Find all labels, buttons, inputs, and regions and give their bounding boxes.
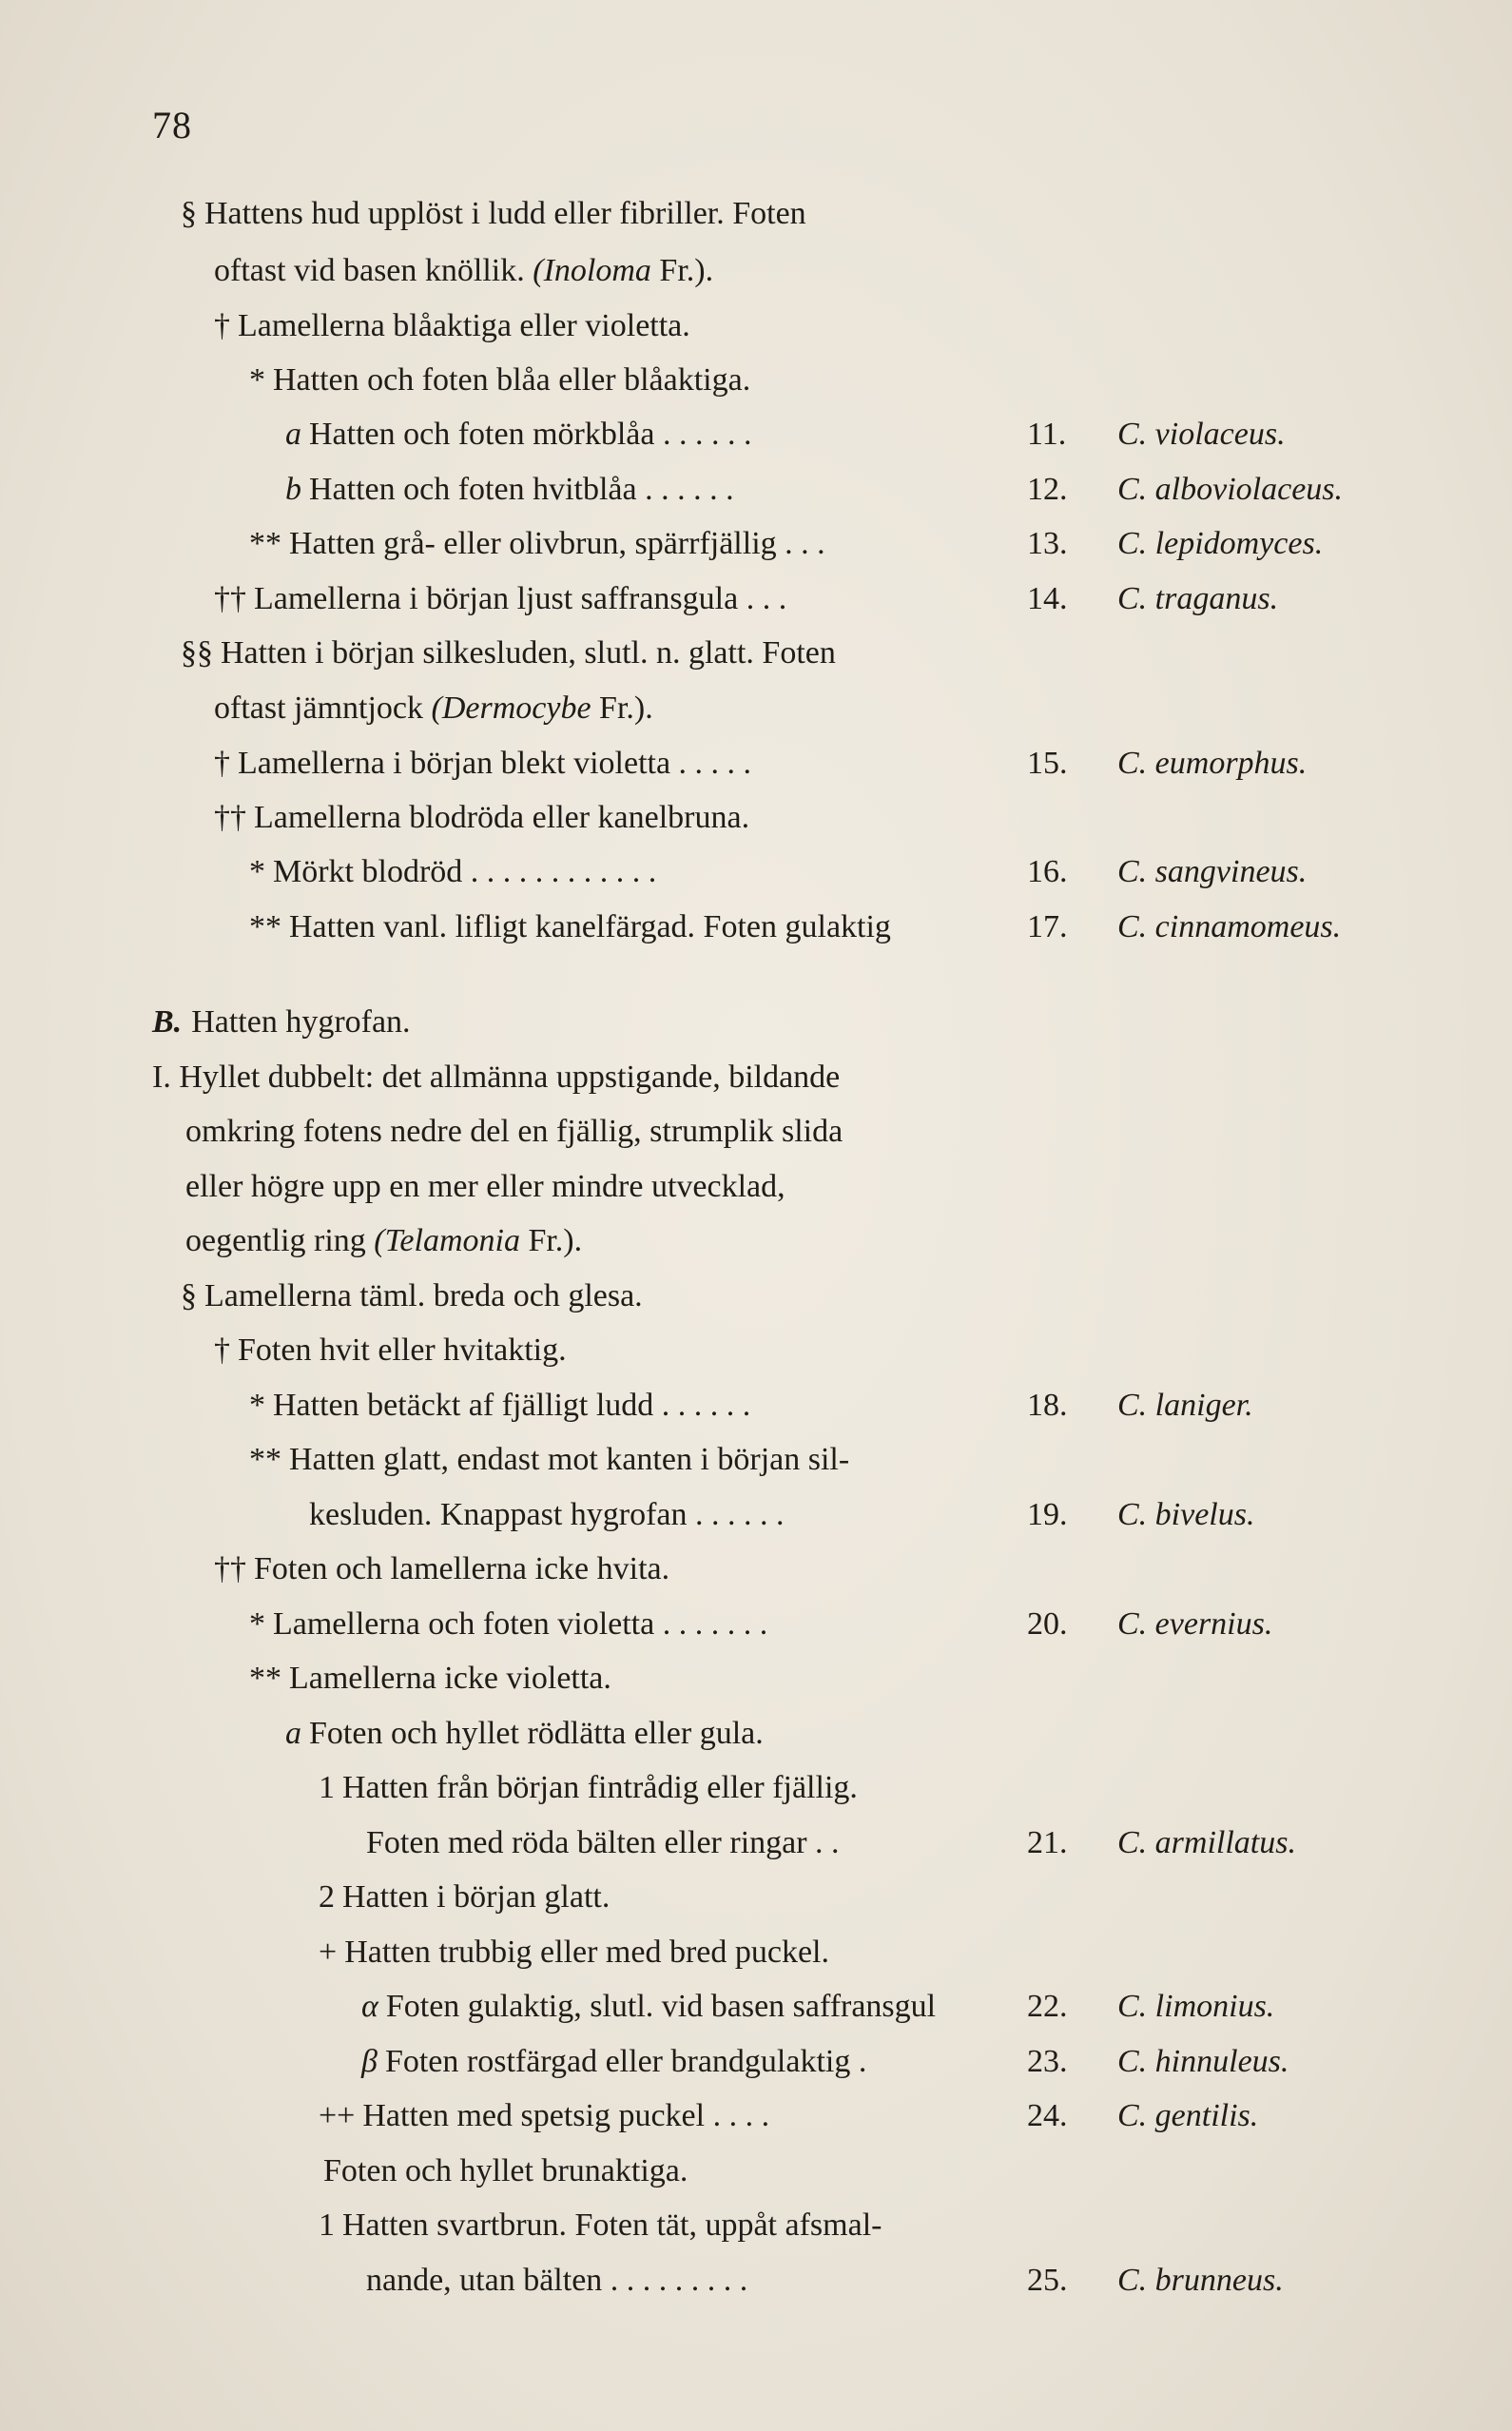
key-line-text — [319, 1764, 858, 1812]
key-line — [0, 848, 1512, 896]
key-symbol: * — [249, 854, 265, 889]
species-number: 12. — [1027, 472, 1068, 507]
key-line-text — [181, 190, 806, 238]
genus-section-name: (Inoloma — [524, 253, 651, 288]
key-text: Hatten glatt, endast mot kanten i början sil- — [289, 1442, 850, 1477]
key-text: kesluden. Knappast hygrofan . . . . . . — [309, 1497, 785, 1532]
key-symbol: ** — [249, 909, 281, 944]
key-line — [0, 1327, 1512, 1374]
key-text: Hatten svartbrun. Foten tät, uppåt afsmal- — [342, 2207, 882, 2243]
key-symbol: †† — [214, 581, 246, 616]
key-text: Lamellerna i början ljust saffransgula . . . — [254, 581, 787, 616]
key-text: Hatten och foten hvitblåa . . . . . . — [309, 472, 734, 507]
key-symbol: 1 — [319, 2207, 335, 2243]
key-line — [0, 190, 1512, 238]
key-text: Foten rostfärgad eller brandgulaktig . — [384, 2044, 867, 2079]
key-line-text — [185, 1163, 785, 1211]
section-letter: B. — [152, 1004, 183, 1040]
key-line — [0, 2257, 1512, 2305]
species-name: C. traganus. — [1117, 581, 1279, 616]
key-line — [0, 1929, 1512, 1976]
key-symbol: † — [214, 1332, 230, 1368]
key-line — [0, 247, 1512, 295]
key-text: Foten och hyllet rödlätta eller gula. — [309, 1716, 764, 1751]
species-name: C. lepidomyces. — [1117, 526, 1324, 561]
species-number: 24. — [1027, 2098, 1068, 2133]
key-line-text — [285, 466, 734, 514]
key-line — [0, 1382, 1512, 1429]
key-symbol: + — [319, 1935, 338, 1970]
species-name: C. gentilis. — [1117, 2098, 1259, 2133]
key-text: Lamellerna blodröda eller kanelbruna. — [254, 800, 750, 835]
key-symbol: † — [214, 746, 230, 781]
key-line — [0, 1601, 1512, 1648]
key-line — [0, 1874, 1512, 1921]
key-line-text — [249, 1601, 767, 1648]
key-line-text — [214, 794, 749, 842]
key-symbol: b — [285, 472, 301, 507]
key-text: Hatten i början silkesluden, slutl. n. glatt. Foten — [221, 635, 836, 671]
key-line-text — [249, 357, 750, 404]
authority: Fr.). — [591, 690, 653, 726]
species-name: C. evernius. — [1117, 1606, 1273, 1642]
key-line-text — [214, 575, 786, 623]
key-symbol: † — [214, 308, 230, 343]
key-line-text — [214, 740, 751, 788]
key-line — [0, 1491, 1512, 1539]
key-line-text — [249, 520, 825, 568]
key-text: Lamellerna icke violetta. — [289, 1661, 611, 1696]
key-line-text — [319, 1929, 829, 1976]
key-line — [0, 520, 1512, 568]
key-line — [0, 1217, 1512, 1265]
key-line — [0, 2202, 1512, 2249]
key-symbol: § — [181, 1278, 197, 1313]
key-text: oegentlig ring — [185, 1223, 366, 1258]
key-line — [0, 1436, 1512, 1484]
key-line — [0, 466, 1512, 514]
key-line-text — [214, 247, 713, 295]
key-text: Hatten vanl. lifligt kanelfärgad. Foten gulaktig — [289, 909, 891, 944]
species-name: C. alboviolaceus. — [1117, 472, 1344, 507]
authority: Fr.). — [650, 253, 714, 288]
species-number: 21. — [1027, 1825, 1068, 1860]
key-line-text — [319, 2202, 882, 2249]
key-text: Foten och lamellerna icke hvita. — [254, 1551, 670, 1586]
key-text: Mörkt blodröd . . . . . . . . . . . . — [273, 854, 657, 889]
key-line — [0, 1655, 1512, 1702]
key-text: Hattens hud upplöst i ludd eller fibriller. Foten — [204, 196, 806, 231]
key-line — [0, 685, 1512, 732]
key-symbol: β — [361, 2044, 378, 2079]
key-line — [0, 1163, 1512, 1211]
key-line-text — [249, 904, 891, 951]
key-text: Hatten från början fintrådig eller fjällig. — [342, 1770, 858, 1805]
key-text: Lamellerna täml. breda och glesa. — [204, 1278, 643, 1313]
key-text: Hatten och foten mörkblåa . . . . . . — [309, 417, 752, 452]
key-line — [0, 904, 1512, 951]
key-line-text — [361, 2038, 866, 2086]
key-text: Lamellerna och foten violetta . . . . . . . — [273, 1606, 768, 1642]
key-symbol: α — [361, 1989, 378, 2024]
species-name: C. brunneus. — [1117, 2263, 1284, 2298]
species-number: 13. — [1027, 526, 1068, 561]
key-line-text — [214, 302, 690, 350]
key-line-text — [319, 2092, 769, 2140]
key-line-text — [152, 999, 411, 1046]
key-symbol: § — [181, 196, 197, 231]
key-text: Hatten med spetsig puckel . . . . — [362, 2098, 770, 2133]
key-line — [0, 1054, 1512, 1101]
key-text: omkring fotens nedre del en fjällig, strumplik slida — [185, 1114, 843, 1149]
key-symbol: * — [249, 1388, 265, 1423]
key-line-text — [249, 1436, 849, 1484]
key-line-text — [214, 1327, 567, 1374]
key-text: nande, utan bälten . . . . . . . . . — [366, 2263, 748, 2298]
key-line-text — [366, 2257, 747, 2305]
key-text: Lamellerna i början blekt violetta . . . . . — [238, 746, 752, 781]
key-text: Foten och hyllet brunaktiga. — [323, 2153, 688, 2188]
key-line-text — [249, 1382, 750, 1429]
key-text: Hatten och foten blåa eller blåaktiga. — [273, 362, 751, 398]
key-line — [0, 1983, 1512, 2031]
key-line-text — [181, 630, 836, 677]
key-symbol: 1 — [319, 1770, 335, 1805]
species-number: 25. — [1027, 2263, 1068, 2298]
key-symbol: †† — [214, 1551, 246, 1586]
key-line — [0, 2148, 1512, 2195]
key-line — [0, 1819, 1512, 1867]
key-line-text — [319, 1874, 610, 1921]
genus-section-name: (Telamonia — [365, 1223, 520, 1258]
key-line — [0, 411, 1512, 458]
key-line-text — [361, 1983, 936, 2031]
key-line — [0, 630, 1512, 677]
species-number: 16. — [1027, 854, 1068, 889]
key-line-text — [214, 1546, 669, 1593]
species-name: C. violaceus. — [1117, 417, 1286, 452]
species-name: C. laniger. — [1117, 1388, 1253, 1423]
key-symbol: †† — [214, 800, 246, 835]
key-line-text — [152, 1054, 840, 1101]
authority: Fr.). — [519, 1223, 583, 1258]
key-line-text — [323, 2148, 688, 2195]
key-text: oftast vid basen knöllik. — [214, 253, 525, 288]
key-line-text — [309, 1491, 785, 1539]
key-line-text — [181, 1273, 643, 1320]
key-line — [0, 740, 1512, 788]
species-number: 22. — [1027, 1989, 1068, 2024]
species-name: C. hinnuleus. — [1117, 2044, 1289, 2079]
key-line — [0, 999, 1512, 1046]
key-line-text — [214, 685, 653, 732]
species-number: 18. — [1027, 1388, 1068, 1423]
key-line — [0, 2038, 1512, 2086]
key-symbol: * — [249, 1606, 265, 1642]
key-line — [0, 1273, 1512, 1320]
key-symbol: §§ — [181, 635, 213, 671]
key-symbol: * — [249, 362, 265, 398]
key-line-text — [366, 1819, 840, 1867]
key-line — [0, 575, 1512, 623]
key-line-text — [185, 1217, 582, 1265]
key-line — [0, 1546, 1512, 1593]
key-text: Lamellerna blåaktiga eller violetta. — [238, 308, 690, 343]
key-symbol: 2 — [319, 1879, 335, 1915]
key-text: oftast jämntjock — [214, 690, 424, 726]
key-line-text — [285, 1710, 764, 1758]
species-number: 20. — [1027, 1606, 1068, 1642]
species-number: 17. — [1027, 909, 1068, 944]
species-name: C. cinnamomeus. — [1117, 909, 1342, 944]
key-text: Foten hvit eller hvitaktig. — [238, 1332, 567, 1368]
species-name: C. limonius. — [1117, 1989, 1275, 2024]
key-text: Hatten i början glatt. — [342, 1879, 611, 1915]
species-number: 15. — [1027, 746, 1068, 781]
species-name: C. sangvineus. — [1117, 854, 1308, 889]
key-symbol: ++ — [319, 2098, 356, 2133]
key-text: Foten gulaktig, slutl. vid basen saffransgul — [385, 1989, 937, 2024]
species-number: 14. — [1027, 581, 1068, 616]
key-line-text — [185, 1108, 843, 1156]
key-line-text — [285, 411, 751, 458]
key-text: I. Hyllet dubbelt: det allmänna uppstigande, bildande — [152, 1060, 841, 1095]
key-line — [0, 357, 1512, 404]
key-symbol: a — [285, 417, 301, 452]
species-name: C. armillatus. — [1117, 1825, 1296, 1860]
key-line — [0, 794, 1512, 842]
genus-section-name: (Dermocybe — [423, 690, 591, 726]
key-line — [0, 2092, 1512, 2140]
key-text: Hatten hygrofan. — [191, 1004, 411, 1040]
key-text: Hatten grå- eller olivbrun, spärrfjällig . . . — [289, 526, 825, 561]
page-number: 78 — [152, 104, 192, 146]
key-line — [0, 302, 1512, 350]
key-symbol: a — [285, 1716, 301, 1751]
key-line — [0, 1710, 1512, 1758]
species-name: C. eumorphus. — [1117, 746, 1308, 781]
species-number: 11. — [1027, 417, 1067, 452]
key-text: Foten med röda bälten eller ringar . . — [366, 1825, 840, 1860]
key-line — [0, 1108, 1512, 1156]
species-number: 19. — [1027, 1497, 1068, 1532]
species-number: 23. — [1027, 2044, 1068, 2079]
key-text: Hatten trubbig eller med bred puckel. — [344, 1935, 830, 1970]
key-text: Hatten betäckt af fjälligt ludd . . . . . . — [273, 1388, 751, 1423]
species-name: C. bivelus. — [1117, 1497, 1255, 1532]
key-line-text — [249, 1655, 611, 1702]
key-line-text — [249, 848, 656, 896]
key-line — [0, 1764, 1512, 1812]
key-symbol: ** — [249, 1442, 281, 1477]
key-symbol: ** — [249, 526, 281, 561]
key-symbol: ** — [249, 1661, 281, 1696]
key-text: eller högre upp en mer eller mindre utvecklad, — [185, 1169, 785, 1204]
